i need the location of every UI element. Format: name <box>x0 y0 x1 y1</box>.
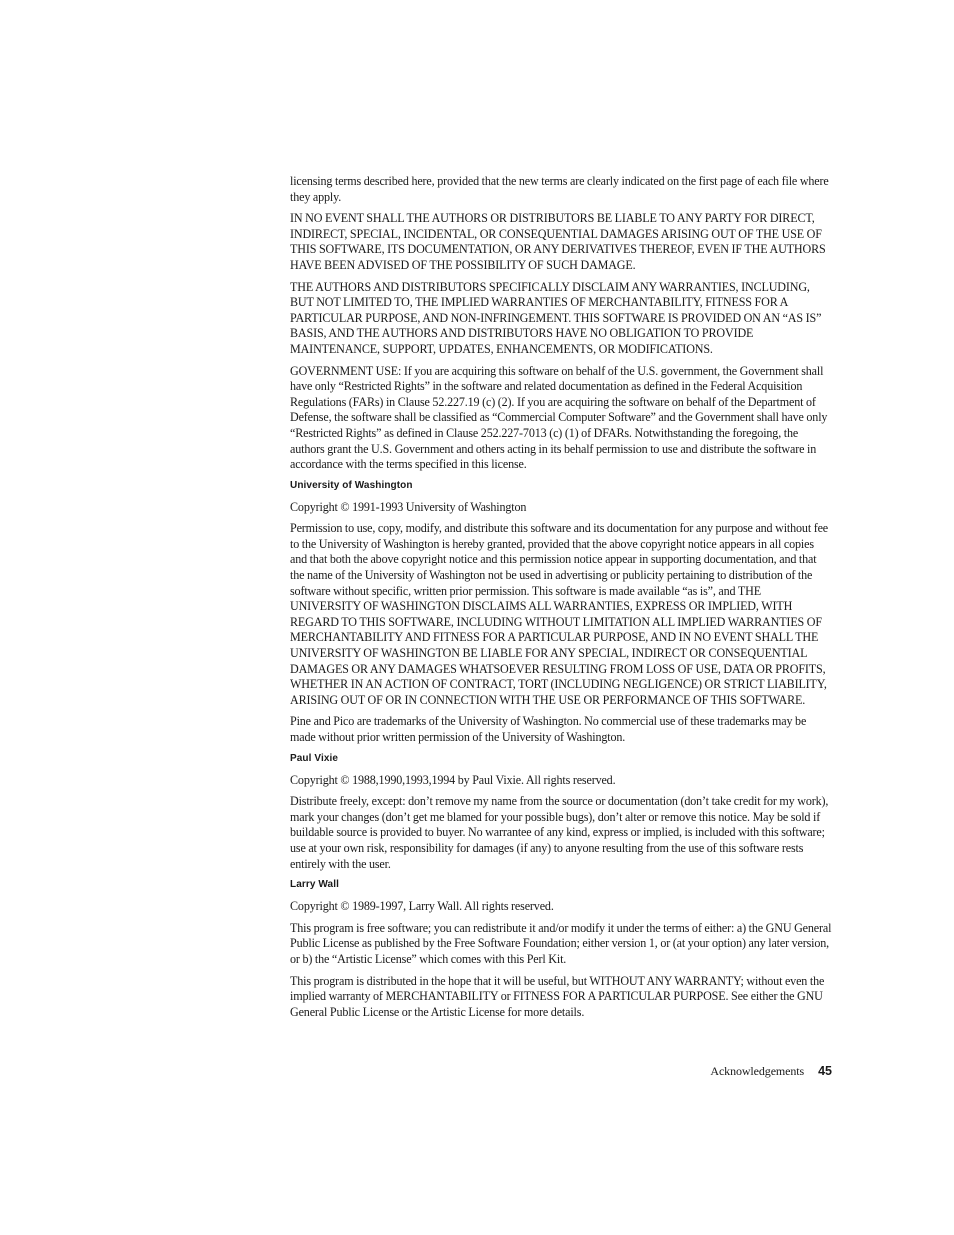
section-heading-paul-vixie: Paul Vixie <box>290 752 339 764</box>
paragraph-wall-warranty: This program is distributed in the hope that it will be useful, but WITHOUT ANY WARRANTY; without even the implied warranty of MERCHANTABILITY or FITNESS FOR A PARTICULAR PURPOSE. See either the GNU General Public License or the Artistic License for more details. <box>290 973 825 1019</box>
copyright-paul-vixie: Copyright © 1988,1990,1993,1994 by Paul Vixie. All rights reserved. <box>290 772 616 787</box>
paragraph-liability-disclaimer: IN NO EVENT SHALL THE AUTHORS OR DISTRIBUTORS BE LIABLE TO ANY PARTY FOR DIRECT, INDIRECT, SPECIAL, INCIDENTAL, OR CONSEQUENTIAL DAMAGES ARISING OUT OF THE USE OF THIS SOFTWARE, ITS DOCUMENTATION, OR ANY DERIVATIVES THEREOF, EVEN IF THE AUTHORS HAVE BEEN ADVISED OF THE POSSIBILITY OF SUCH DAMAGE. <box>290 211 826 272</box>
copyright-university-of-washington: Copyright © 1991-1993 University of Washington <box>290 499 527 514</box>
paragraph-wall-license: This program is free software; you can redistribute it and/or modify it under the terms of either: a) the GNU General Public License as published by the Free Software Foundation; either version 1, or (at your option) any later version, or b) the “Artistic License” which comes with this Perl Kit. <box>290 920 832 966</box>
page-footer <box>600 1062 832 1080</box>
page-number: 45 <box>818 1064 832 1078</box>
paragraph-license-terms: licensing terms described here, provided that the new terms are clearly indicated on the first page of each file where they apply. <box>290 174 829 204</box>
page-content <box>290 174 832 1026</box>
paragraph-warranty-disclaimer: THE AUTHORS AND DISTRIBUTORS SPECIFICALLY DISCLAIM ANY WARRANTIES, INCLUDING, BUT NOT LIMITED TO, THE IMPLIED WARRANTIES OF MERCHANTABILITY, FITNESS FOR A PARTICULAR PURPOSE, AND NON-INFRINGEMENT. THIS SOFTWARE IS PROVIDED ON AN “AS IS” BASIS, AND THE AUTHORS AND DISTRIBUTORS HAVE NO OBLIGATION TO PROVIDE MAINTENANCE, SUPPORT, UPDATES, ENHANCEMENTS, OR MODIFICATIONS. <box>290 279 822 356</box>
section-heading-university-of-washington: University of Washington <box>290 479 413 491</box>
copyright-larry-wall: Copyright © 1989-1997, Larry Wall. All rights reserved. <box>290 899 554 914</box>
paragraph-uw-permission: Permission to use, copy, modify, and distribute this software and its documentation for any purpose and without fee to the University of Washington is hereby granted, provided that the above copyright notice appears in all copies and that both the above copyright notice and this permission notice appear in supporting documentation, and that the name of the University of Washington not be used in advertising or publicity pertaining to distribution of the software without specific, written prior permission. This software is made available “as is”, and THE UNIVERSITY OF WASHINGTON DISCLAIMS ALL WARRANTIES, EXPRESS OR IMPLIED, WITH REGARD TO THIS SOFTWARE, INCLUDING WITHOUT LIMITATION ALL IMPLIED WARRANTIES OF MERCHANTABILITY AND FITNESS FOR A PARTICULAR PURPOSE, AND IN NO EVENT SHALL THE UNIVERSITY OF WASHINGTON BE LIABLE FOR ANY SPECIAL, INDIRECT OR CONSEQUENTIAL DAMAGES OR ANY DAMAGES WHATSOEVER RESULTING FROM LOSS OF USE, DATA OR PROFITS, WHETHER IN AN ACTION OF CONTRACT, TORT (INCLUDING NEGLIGENCE) OR STRICT LIABILITY, ARISING OUT OF OR IN CONNECTION WITH THE USE OR PERFORMANCE OF THIS SOFTWARE. <box>290 521 829 707</box>
footer-chapter-title: Acknowledgements <box>710 1064 805 1078</box>
section-heading-larry-wall: Larry Wall <box>290 879 339 891</box>
paragraph-uw-trademarks: Pine and Pico are trademarks of the University of Washington. No commercial use of these trademarks may be made without prior written permission of the University of Washington. <box>290 714 807 744</box>
paragraph-government-use: GOVERNMENT USE: If you are acquiring this software on behalf of the U.S. government, the Government shall have only “Restricted Rights” in the software and related documentation as defined in the Federal Acquisition Regulations (FARs) in Clause 52.227.19 (c) (2). If you are acquiring the software on behalf of the Department of Defense, the software shall be classified as “Commercial Computer Software” and the Government shall have only “Restricted Rights” as defined in Clause 252.227-7013 (c) (1) of DFARs. Notwithstanding the foregoing, the authors grant the U.S. Government and others acting in its behalf permission to use and distribute the software in accordance with the terms specified in this license. <box>290 363 828 472</box>
paragraph-vixie-terms: Distribute freely, except: don’t remove my name from the source or documentation (don’t take credit for my work), mark your changes (don’t get me blamed for your possible bugs), don’t alter or remove this notice. May be sold if buildable source is provided to buyer. No warrantee of any kind, express or implied, is included with this software; use at your own risk, responsibility for damages (if any) to anyone resulting from the use of this software rests entirely with the user. <box>290 794 829 871</box>
